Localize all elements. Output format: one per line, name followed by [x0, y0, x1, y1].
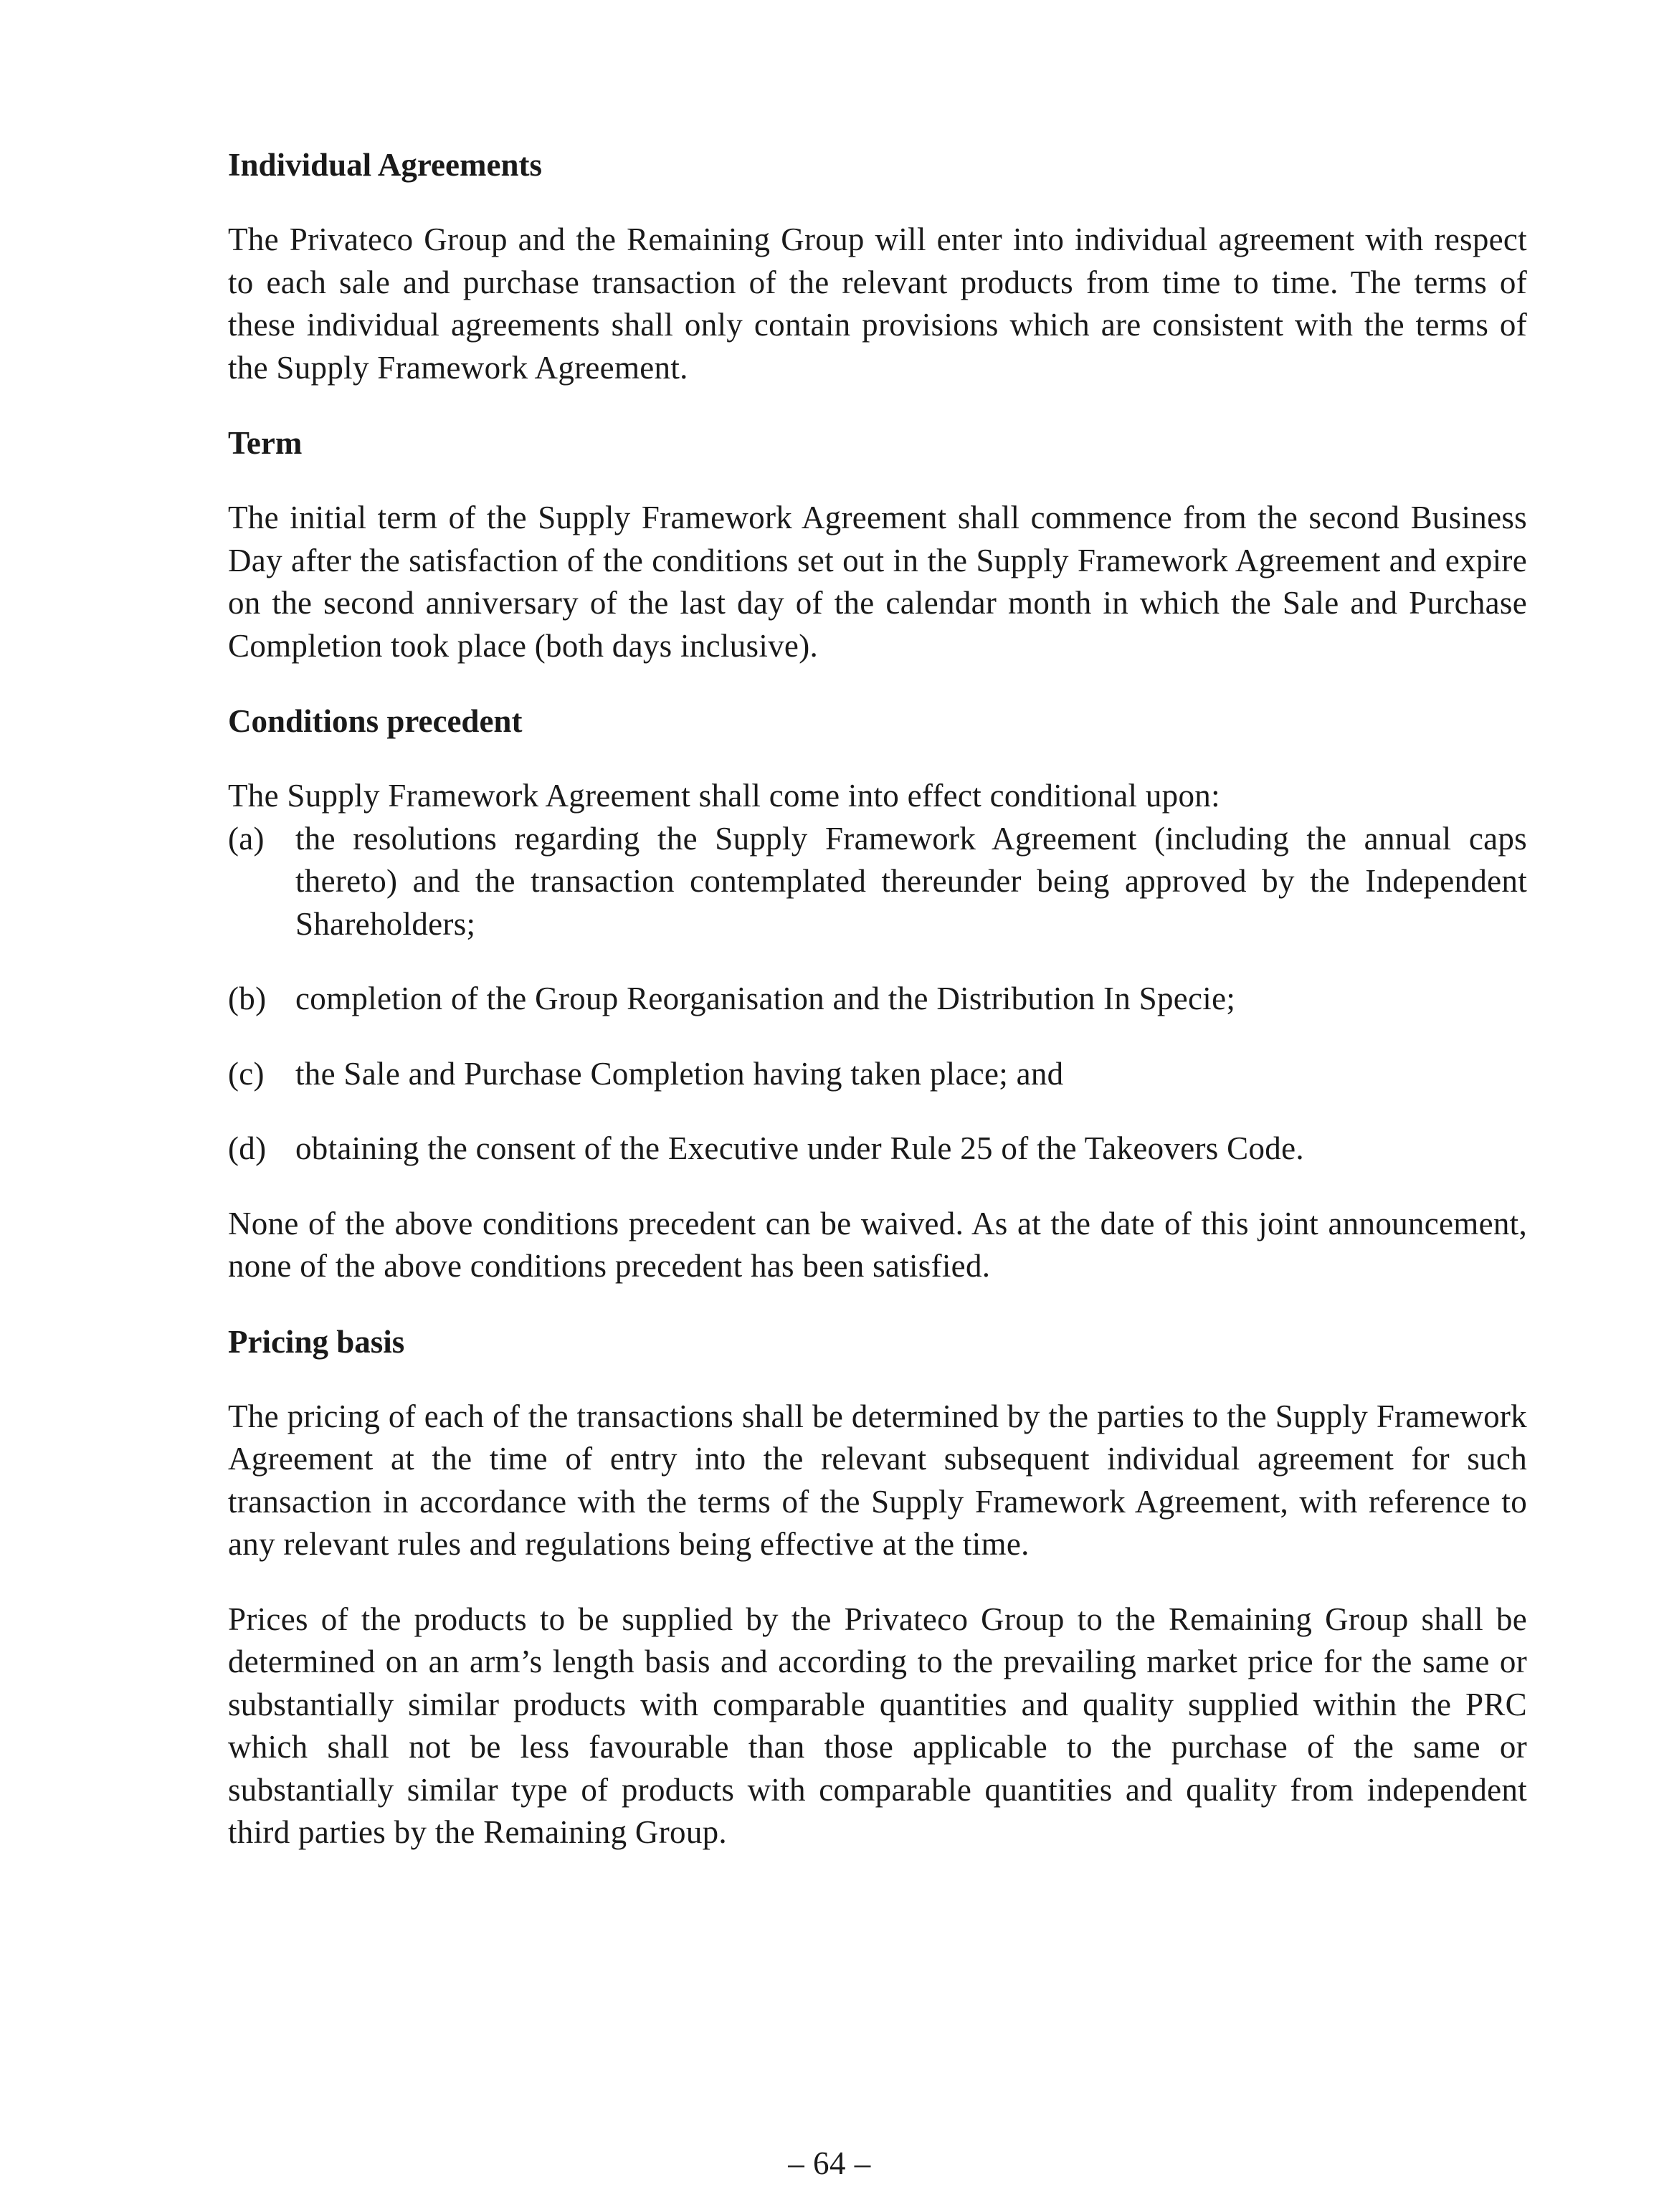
list-marker: (d) [228, 1130, 267, 1166]
list-marker: (a) [228, 820, 265, 857]
document-page [228, 143, 1527, 1854]
paragraph-term: The initial term of the Supply Framework Agreement shall commence from the second Business Day after the satisfaction of the conditions set out in the Supply Framework Agreement and expire on the second anniversary of the last day of the calendar month in which the Sale and Purchase Completion took place (both days inclusive). [228, 500, 1527, 664]
paragraph-conditions-intro: The Supply Framework Agreement shall come into effect conditional upon: [228, 778, 1220, 814]
list-item-text: the resolutions regarding the Supply Framework Agreement (including the annual caps thereto) and the transaction contemplated thereunder being approved by the Independent Shareholders; [295, 820, 1527, 942]
list-item-text: obtaining the consent of the Executive under Rule 25 of the Takeovers Code. [295, 1130, 1304, 1166]
list-marker: (b) [228, 981, 267, 1016]
heading-term: Term [228, 425, 303, 461]
list-item-text: the Sale and Purchase Completion having taken place; and [295, 1055, 1064, 1092]
list-item [228, 1128, 1527, 1171]
list-item [228, 978, 1527, 1021]
conditions-list [228, 818, 1527, 1171]
paragraph-pricing-2: Prices of the products to be supplied by the Privateco Group to the Remaining Group shall be determined on an arm’s length basis and according to the prevailing market price for the same or substantially similar products with comparable quantities and quality supplied within the PRC which shall not be less favourable than those applicable to the purchase of the same or substantially similar type of products with comparable quantities and quality from independent third parties by the Remaining Group. [228, 1601, 1527, 1850]
list-item [228, 1053, 1527, 1096]
list-item-text: completion of the Group Reorganisation and the Distribution In Specie; [295, 981, 1236, 1016]
page-number: – 64 – [788, 2145, 871, 2181]
list-marker: (c) [228, 1055, 265, 1092]
paragraph-conditions-closing: None of the above conditions precedent can be waived. As at the date of this joint announcement, none of the above conditions precedent has been satisfied. [228, 1205, 1527, 1284]
paragraph-pricing-1: The pricing of each of the transactions shall be determined by the parties to the Supply Framework Agreement at the time of entry into the relevant subsequent individual agreement for such transaction in accordance with the terms of the Supply Framework Agreement, with reference to any relevant rules and regulations being effective at the time. [228, 1398, 1527, 1562]
list-item [228, 818, 1527, 946]
heading-individual-agreements: Individual Agreements [228, 147, 542, 183]
paragraph-individual-agreements: The Privateco Group and the Remaining Group will enter into individual agreement with respect to each sale and purchase transaction of the relevant products from time to time. The terms of these individual agreements shall only contain provisions which are consistent with the terms of the Supply Framework Agreement. [228, 221, 1527, 386]
heading-pricing-basis: Pricing basis [228, 1323, 405, 1360]
heading-conditions-precedent: Conditions precedent [228, 703, 523, 739]
